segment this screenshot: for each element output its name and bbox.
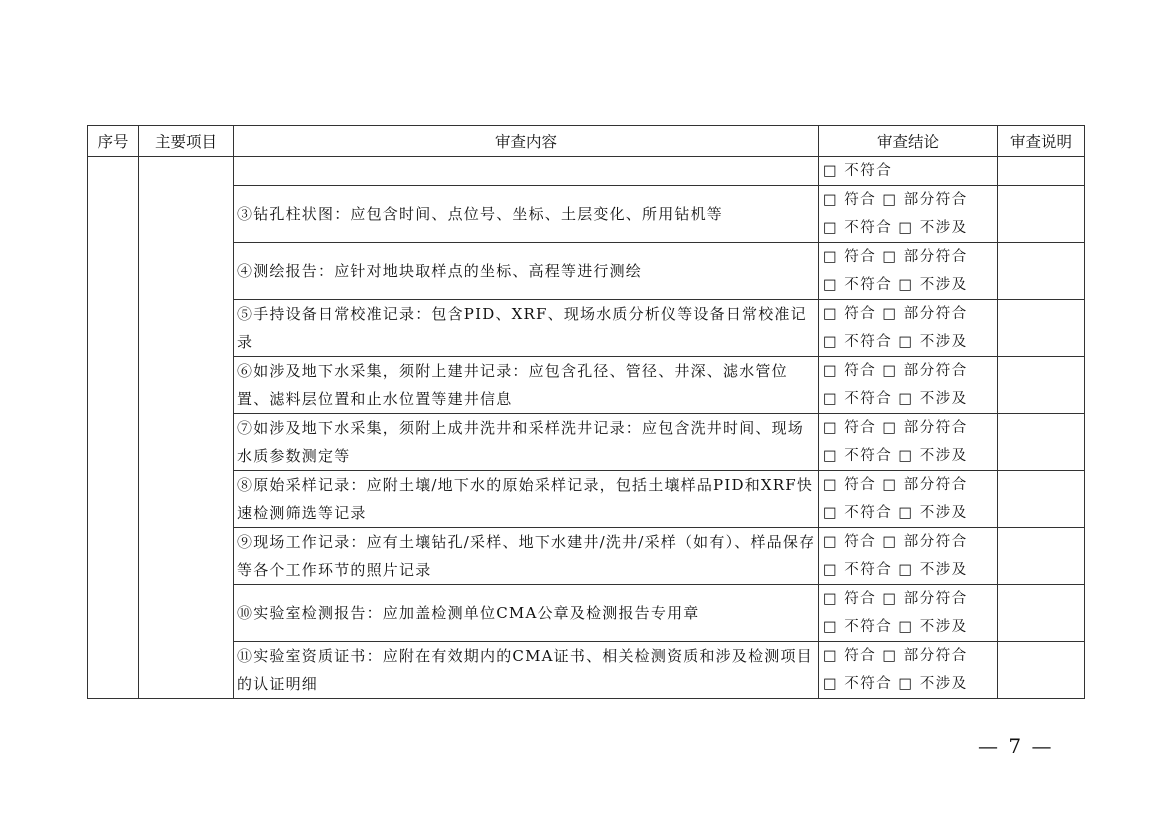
content-cell: ⑥如涉及地下水采集，须附上建井记录：应包含孔径、管径、井深、滤水管位置、滤料层位置和止水位置等建井信息 <box>234 357 819 414</box>
table-row <box>88 357 1085 414</box>
conclusion-cell[interactable] <box>819 585 998 642</box>
content-cell: ③钻孔柱状图：应包含时间、点位号、坐标、土层变化、所用钻机等 <box>234 186 819 243</box>
conclusion-options-2[interactable]: □ 不符合 □ 不涉及 <box>823 505 968 521</box>
table-row <box>88 243 1085 300</box>
header-index: 序号 <box>88 126 139 157</box>
conclusion-options-2[interactable]: □ 不符合 □ 不涉及 <box>823 448 968 464</box>
conclusion-options-1[interactable]: □ 符合 □ 部分符合 <box>823 363 968 379</box>
conclusion-options-2[interactable]: □ 不符合 □ 不涉及 <box>823 676 968 692</box>
remarks-cell[interactable] <box>998 471 1085 528</box>
conclusion-cell[interactable] <box>819 357 998 414</box>
remarks-cell[interactable] <box>998 157 1085 186</box>
remarks-cell[interactable] <box>998 414 1085 471</box>
conclusion-options-1[interactable]: □ 符合 □ 部分符合 <box>823 534 968 550</box>
header-content: 审查内容 <box>234 126 819 157</box>
header-remarks: 审查说明 <box>998 126 1085 157</box>
review-table <box>87 125 1085 699</box>
conclusion-options-1[interactable]: □ 符合 □ 部分符合 <box>823 306 968 322</box>
table-row <box>88 642 1085 699</box>
main-item-cell <box>139 157 234 699</box>
remarks-cell[interactable] <box>998 357 1085 414</box>
table-row <box>88 414 1085 471</box>
conclusion-options-1[interactable]: □ 符合 □ 部分符合 <box>823 477 968 493</box>
conclusion-cell[interactable] <box>819 414 998 471</box>
conclusion-options-1[interactable]: □ 符合 □ 部分符合 <box>823 420 968 436</box>
remarks-cell[interactable] <box>998 300 1085 357</box>
conclusion-options-2[interactable]: □ 不符合 □ 不涉及 <box>823 277 968 293</box>
remarks-cell[interactable] <box>998 642 1085 699</box>
content-cell: ⑩实验室检测报告：应加盖检测单位CMA公章及检测报告专用章 <box>234 585 819 642</box>
content-cell: ⑨现场工作记录：应有土壤钻孔/采样、地下水建井/洗井/采样（如有）、样品保存等各个工作环节的照片记录 <box>234 528 819 585</box>
content-cell: ④测绘报告：应针对地块取样点的坐标、高程等进行测绘 <box>234 243 819 300</box>
conclusion-options-2[interactable]: □ 不符合 □ 不涉及 <box>823 220 968 236</box>
conclusion-options-2[interactable]: □ 不符合 □ 不涉及 <box>823 334 968 350</box>
remarks-cell[interactable] <box>998 186 1085 243</box>
conclusion-cell[interactable] <box>819 528 998 585</box>
conclusion-options-2[interactable]: □ 不符合 □ 不涉及 <box>823 391 968 407</box>
conclusion-options-1[interactable]: □ 符合 □ 部分符合 <box>823 591 968 607</box>
table-row <box>88 300 1085 357</box>
remarks-cell[interactable] <box>998 243 1085 300</box>
table-row <box>88 471 1085 528</box>
header-conclusion: 审查结论 <box>819 126 998 157</box>
content-cell: ⑦如涉及地下水采集，须附上成井洗井和采样洗井记录：应包含洗井时间、现场水质参数测定等 <box>234 414 819 471</box>
conclusion-cell[interactable] <box>819 642 998 699</box>
table-row <box>88 157 1085 186</box>
content-cell <box>234 157 819 186</box>
table-header <box>88 126 1085 157</box>
table-row <box>88 528 1085 585</box>
remarks-cell[interactable] <box>998 528 1085 585</box>
remarks-cell[interactable] <box>998 585 1085 642</box>
index-cell <box>88 157 139 699</box>
table-row <box>88 585 1085 642</box>
conclusion-cell[interactable] <box>819 243 998 300</box>
conclusion-options-1[interactable]: □ 符合 □ 部分符合 <box>823 648 968 664</box>
page-number: — 7 — <box>978 734 1054 758</box>
conclusion-options-2[interactable]: □ 不符合 □ 不涉及 <box>823 562 968 578</box>
conclusion-options-1[interactable]: □ 符合 □ 部分符合 <box>823 192 968 208</box>
conclusion-options-2[interactable]: □ 不符合 □ 不涉及 <box>823 619 968 635</box>
conclusion-cell[interactable] <box>819 300 998 357</box>
content-cell: ⑪实验室资质证书：应附在有效期内的CMA证书、相关检测资质和涉及检测项目的认证明细 <box>234 642 819 699</box>
conclusion-cell[interactable]: □ 不符合 <box>819 157 998 186</box>
content-cell: ⑧原始采样记录：应附土壤/地下水的原始采样记录，包括土壤样品PID和XRF快速检测筛选等记录 <box>234 471 819 528</box>
content-cell: ⑤手持设备日常校准记录：包含PID、XRF、现场水质分析仪等设备日常校准记录 <box>234 300 819 357</box>
conclusion-cell[interactable] <box>819 186 998 243</box>
conclusion-options-1[interactable]: □ 符合 □ 部分符合 <box>823 249 968 265</box>
table-row <box>88 186 1085 243</box>
header-main-item: 主要项目 <box>139 126 234 157</box>
conclusion-cell[interactable] <box>819 471 998 528</box>
